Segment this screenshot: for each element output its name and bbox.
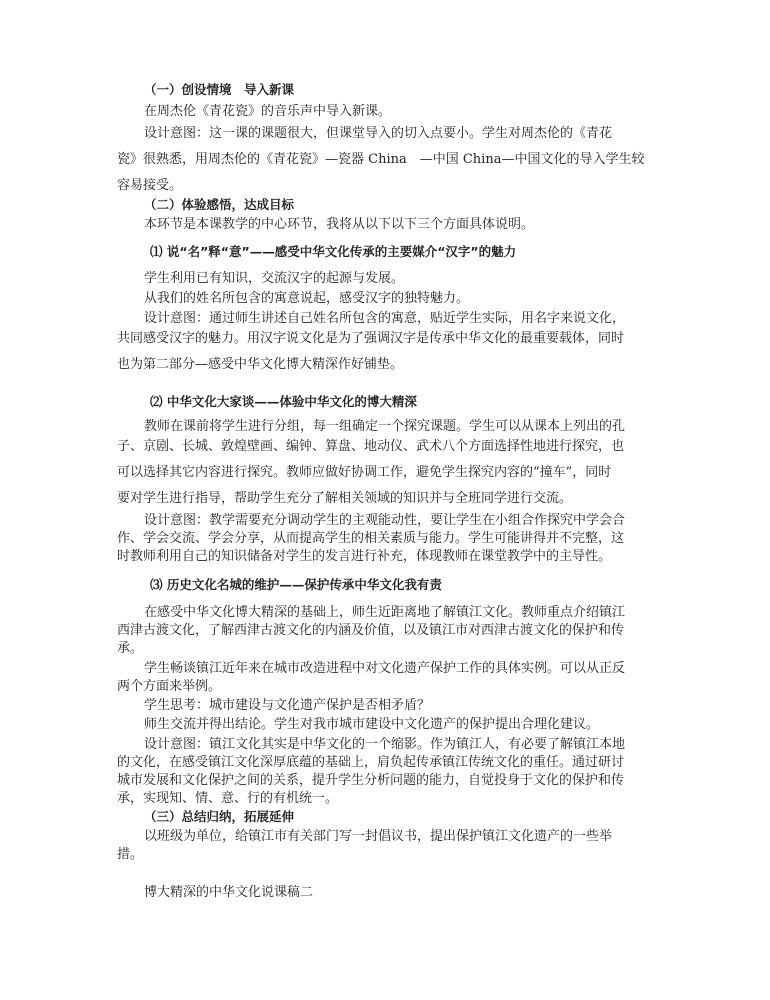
part2-p1-line-4: 要对学生进行指导，帮助学生充分了解相关领域的知识并与全班同学进行交流。 [117, 491, 573, 506]
section3-heading: （三）总结归纳，拓展延伸 [144, 809, 295, 824]
part2-intent-line-1: 设计意图：教学需要充分调动学生的主观能动性，要让学生在小组合作探究中学会合 [144, 513, 626, 528]
part3-intent-line-4: 承，实现知、情、意、行的有机统一。 [117, 791, 339, 806]
part1-intent-line-3: 也为第二部分—感受中华文化博大精深作好铺垫。 [117, 357, 404, 372]
next-article-title: 博大精深的中华文化说课稿二 [144, 885, 314, 900]
part3-p1-line-3: 承。 [117, 641, 144, 656]
part1-heading: ⑴ 说“名”释“意”——感受中华文化传承的主要媒介“汉字”的魅力 [150, 244, 517, 259]
part2-intent-line-2: 作、学会交流、学会分享，从而提高学生的相关素质与能力。学生可能讲得并不完整，这 [117, 531, 625, 546]
part3-intent-line-3: 城市发展和文化保护之间的关系，提升学生分析问题的能力，自觉投身于文化的保护和传 [117, 773, 625, 788]
part1-p2: 从我们的姓名所包含的寓意说起，感受汉字的独特魅力。 [144, 291, 470, 306]
section2-intro: 本环节是本课教学的中心环节，我将从以下以下三个方面具体说明。 [144, 217, 535, 232]
section2-heading: （二）体验感悟，达成目标 [144, 197, 295, 212]
part3-p2-line-1: 学生畅谈镇江近年来在城市改造进程中对文化遗产保护工作的具体实例。可以从正反 [144, 661, 626, 676]
part2-p1-line-1: 教师在课前将学生进行分组，每一组确定一个探究课题。学生可以从课本上列出的孔 [144, 419, 626, 434]
section3-p1-line-2: 措。 [117, 847, 144, 862]
part2-p1-line-3: 可以选择其它内容进行探究。教师应做好协调工作，避免学生探究内容的“撞车”，同时 [117, 465, 612, 480]
part3-p1-line-1: 在感受中华文化博大精深的基础上，师生近距离地了解镇江文化。教师重点介绍镇江 [144, 605, 626, 620]
section3-p1-line-1: 以班级为单位，给镇江市有关部门写一封倡议书，提出保护镇江文化遗产的一些举 [144, 829, 613, 844]
part3-p2-line-2: 两个方面来举例。 [117, 679, 222, 694]
part2-intent-line-3: 时教师利用自己的知识储备对学生的发言进行补充，体现教师在课堂教学中的主导性。 [117, 549, 612, 564]
part1-p1: 学生利用已有知识，交流汉字的起源与发展。 [144, 271, 405, 286]
part2-p1-line-2: 子、京剧、长城、敦煌壁画、编钟、算盘、地动仪、武术八个方面选择性地进行探究，也 [117, 439, 625, 454]
part3-p1-line-2: 西津古渡文化，了解西津古渡文化的内涵及价值，以及镇江市对西津古渡文化的保护和传 [117, 623, 625, 638]
part1-intent-line-2: 共同感受汉字的魅力。用汉字说文化是为了强调汉字是传承中华文化的最重要载体，同时 [117, 331, 625, 346]
section1-intro: 在周杰伦《青花瓷》的音乐声中导入新课。 [144, 104, 392, 119]
part3-intent-line-2: 的文化，在感受镇江文化深厚底蕴的基础上，肩负起传承镇江传统文化的重任。通过研讨 [117, 755, 625, 770]
part3-p4: 师生交流并得出结论。学生对我市城市建设中文化遗产的保护提出合理化建议。 [144, 717, 600, 732]
section1-heading: （一）创设情境 导入新课 [144, 82, 295, 97]
section1-intent-line-1: 设计意图：这一课的课题很大，但课堂导入的切入点要小。学生对周杰伦的《青花 [144, 126, 613, 141]
part2-heading: ⑵ 中华文化大家谈——体验中华文化的博大精深 [150, 394, 417, 409]
part1-intent-line-1: 设计意图：通过师生讲述自己姓名所包含的寓意，贴近学生实际，用名字来说文化， [144, 311, 626, 326]
part3-intent-line-1: 设计意图：镇江文化其实是中华文化的一个缩影。作为镇江人，有必要了解镇江本地 [144, 737, 626, 752]
part3-heading: ⑶ 历史文化名城的维护——保护传承中华文化我有责 [150, 577, 442, 592]
part3-p3: 学生思考：城市建设与文化遗产保护是否相矛盾？ [144, 698, 431, 713]
section1-intent-line-3: 容易接受。 [117, 178, 183, 193]
section1-intent-line-2: 瓷》很熟悉，用周杰伦的《青花瓷》—瓷器 China —中国 China—中国文化的导入学生较 [117, 152, 645, 167]
